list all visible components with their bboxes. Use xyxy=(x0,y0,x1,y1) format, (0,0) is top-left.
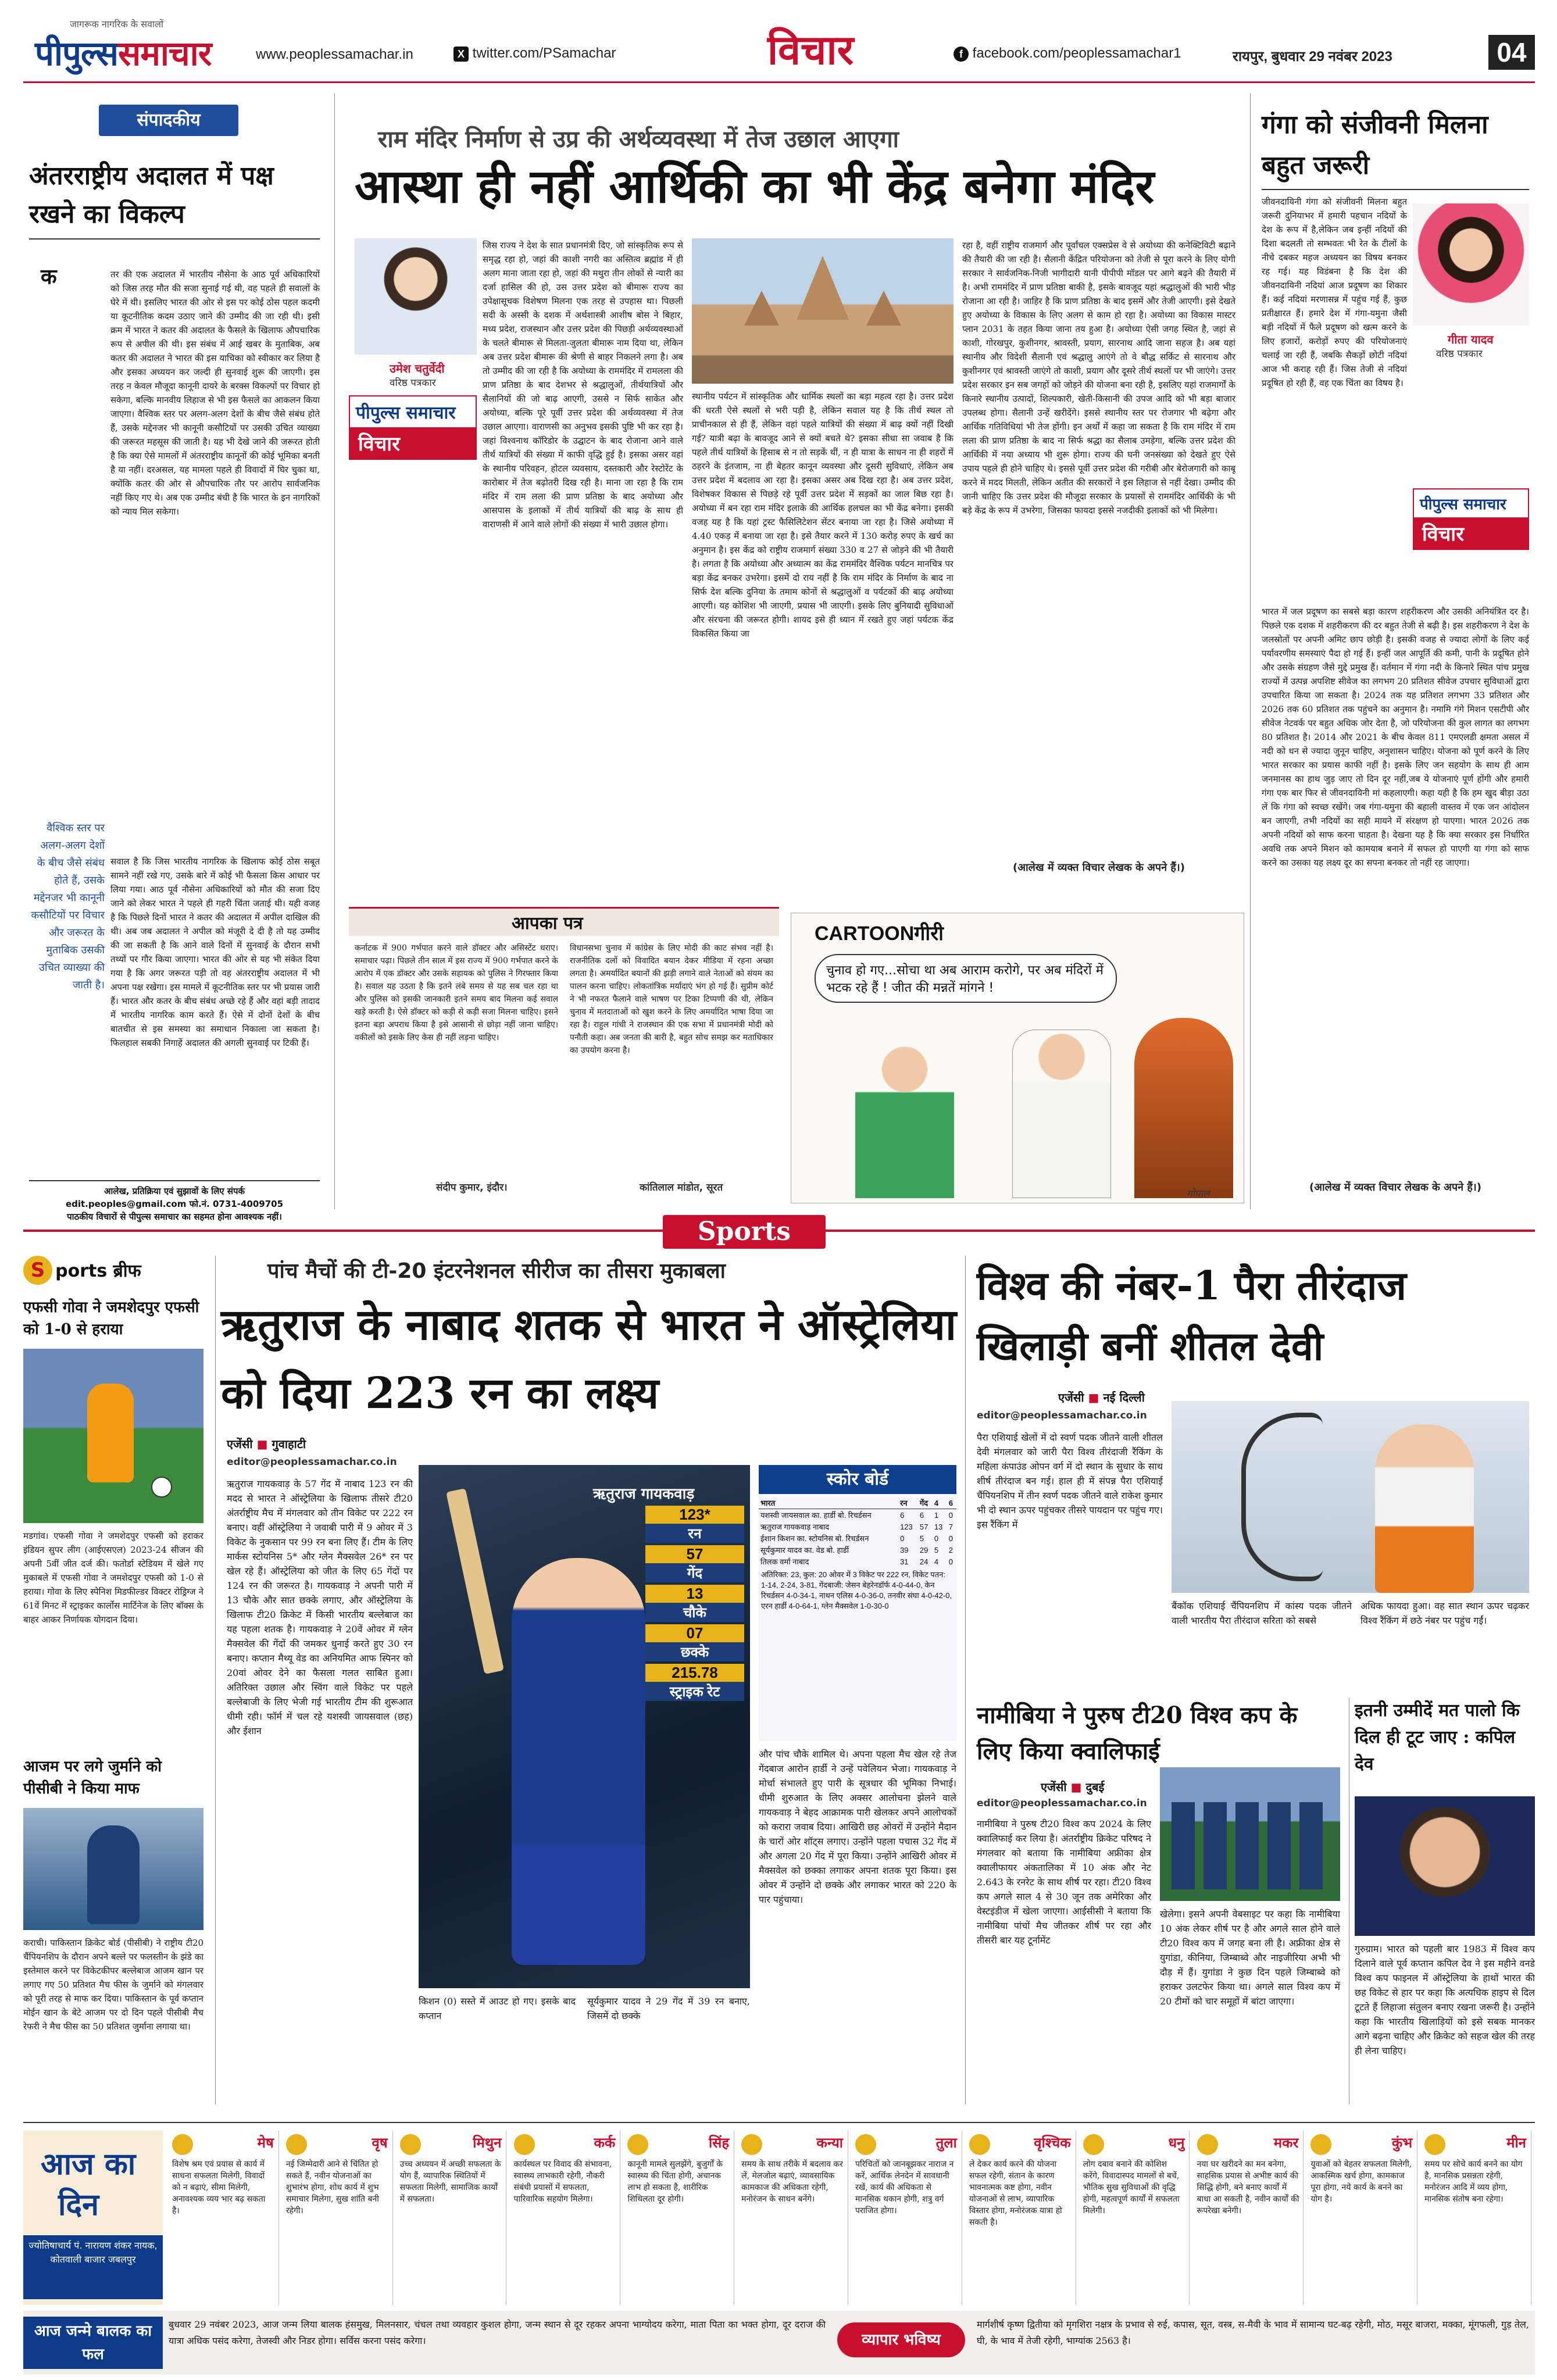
score-cell: 0 xyxy=(948,1510,954,1520)
rashi-name: मेष xyxy=(257,2134,274,2151)
facebook-handle: facebook.com/peoplessamachar1 xyxy=(972,45,1181,61)
brief-tag xyxy=(23,1256,198,1291)
brief1-title: एफसी गोवा ने जमशेदपुर एफसी को 1-0 से हराया xyxy=(23,1296,203,1341)
rashi-text: ले देकर कार्य करने की योजना सफल रहेगी, संतान के कारण भावनात्मक कष्ट होगा, नवीन योजनाओं से लाभ, व्यापारिक विस्तार होगा, मनोरंजक यात्रा हो सकती है। xyxy=(969,2160,1062,2227)
editorial-footer xyxy=(29,1180,320,1223)
football-player xyxy=(87,1384,134,1482)
rashi-name: वृश्चिक xyxy=(1034,2134,1071,2151)
bat xyxy=(446,1488,504,1674)
column-divider xyxy=(1250,93,1251,1209)
bullet-icon: ■ xyxy=(1070,1780,1082,1794)
stat-label: रन xyxy=(688,1526,702,1542)
brief2-title: आजम पर लगे जुर्माने को पीसीबी ने किया माफ xyxy=(23,1758,162,1797)
score-cell: 6 xyxy=(919,1510,924,1520)
twitter-handle: twitter.com/PSamachar xyxy=(472,45,616,61)
score-extra: अतिरिक्त: 23, कुल: 20 ओवर में 3 विकेट पर 222 रन, विकेट पतन: 1-14, 2-24, 3-81, गेंदबाजी: जेसन बेहरेनडॉर्फ 4-0-44-0, केन रिचर्डसन 4-0-34-1, नाथन एलिस 4-0-36-0, तनवीर संघा 4-0-42-0, एरन हार्डी 4-0-64-1, ग्लेन मैक्सवेल 1-0-30-0 xyxy=(761,1570,952,1610)
lead-title: ऋतुराज के नाबाद शतक से भारत ने ऑस्ट्रेलिया को दिया 223 रन का लक्ष्य xyxy=(221,1300,957,1418)
rashi-text: युवाओं को बेहतर सफलता मिलेगी, आकस्मिक खर्च होगा, कामकाज पूरा होगा, नये कार्य के बनने का योग है। xyxy=(1310,2160,1412,2204)
stat-value: 123* xyxy=(645,1506,744,1524)
score-cell: 2 xyxy=(948,1545,954,1554)
stat-item xyxy=(645,1545,744,1582)
logo-tagline: जागरूक नागरिक के सवालों xyxy=(70,19,164,30)
namibia-agency xyxy=(1041,1779,1104,1795)
score-head-cell: भारत xyxy=(759,1497,898,1509)
score-cell: 29 xyxy=(919,1545,929,1554)
stat-label: छक्के xyxy=(680,1645,709,1660)
editorial-drop-cap: क xyxy=(41,265,57,289)
archer-place: नई दिल्ली xyxy=(1103,1391,1145,1405)
score-row xyxy=(759,1521,956,1532)
horoscope-label xyxy=(23,2131,163,2305)
rashi-name: सिंह xyxy=(708,2134,730,2151)
sports-banner: Sports xyxy=(663,1215,826,1249)
namibia-photo xyxy=(1160,1767,1340,1901)
horoscope-signs xyxy=(169,2131,1535,2305)
brief1-photo xyxy=(23,1349,203,1523)
score-cell: 123 xyxy=(900,1522,913,1531)
bow xyxy=(1241,1413,1323,1581)
cartoon-speech-bubble: चुनाव हो गए...सोचा था अब आराम करोगे, पर अब मंदिरों में भटक रहे हैं ! जीत की मन्नतें मांगने ! xyxy=(815,954,1117,1003)
kapil-text: गुरुग्राम। भारत को पहली बार 1983 में विश्व कप दिलाने वाले पूर्व कप्तान कपिल देव ने इस महीने वनडे विश्व कप फाइनल में ऑस्ट्रेलिया के हाथों भारत की छह विकेट से हार पर कहा कि अत्यधिक हाइप से दिल टूटते हैं लिहाजा संतुलन बनाए रखना जरूरी है। उन्होंने कहा कि भारतीय खिलाड़ियों को इसे सबक मानकर आगे बढ़ना चाहिए और क्रिकेट को सहज खेल की तरह ही लेना चाहिए। xyxy=(1355,1943,1535,2056)
stat-label: चौके xyxy=(683,1605,706,1621)
namibia-email[interactable]: editor@peoplessamachar.co.in xyxy=(977,1797,1147,1809)
stat-value: 215.78 xyxy=(645,1664,744,1682)
player-stats xyxy=(645,1506,744,1703)
editorial-body: तर की एक अदालत में भारतीय नौसेना के आठ पूर्व अधिकारियों को जिस तरह मौत की सजा सुनाई गई थी, वह पहले ही सवालों के घेरे में थी। इसलिए भारत की ओर से इस पर कोई ठोस पहल कदमी या कूटनीतिक कदम उठाए जाने की उम्मीद की जा रही थी। इसी क्रम में भारत ने कतर की अदालत के फैसले के खिलाफ औपचारिक रूप से अपील की थी। इस संबंध में आई खबर के मुताबिक, अब कतर की अदालत ने भारत की इस याचिका को स्वीकार कर लिया है और इसका अध्ययन कर जल्दी ही सुनवाई शुरू की जाएगी। इस तरह न केवल मौजूदा कानूनी दायरे के बरक्स विकल्पों पर विचार हो सकेगा, बल्कि मानवीय लिहाज से भी इस फैसले का आकलन किया जाएगा। वैश्विक स्तर पर अलग-अलग देशों के बीच जैसे संबंध होते हैं, उसके मद्देनजर भी कानूनी कसौटियों पर उसकी उचित व्याख्या की जरूरत महसूस की जाती है। यह भी देखे जाने की जरूरत होती है कि क्या ऐसे मामलों में अंतरराष्ट्रीय कानूनों की कोई भूमिका बनती है या नहीं। दरअसल, यह मामला पहले ही विवादों में घिर चुका था, क्योंकि कतर की ओर से औपचारिक तौर पर आरोप सार्वजनिक नहीं किए गए थे। अब एक उम्मीद बंधी है कि भारत के इन नागरिकों को न्याय मिल सकेगा। xyxy=(110,269,320,517)
score-head-row xyxy=(759,1497,956,1509)
player-name: ऋतुराज गायकवाड़ xyxy=(593,1485,695,1503)
score-cell: 0 xyxy=(948,1534,954,1543)
stat-value: 57 xyxy=(645,1545,744,1563)
zodiac-icon xyxy=(741,2134,762,2155)
cricketer-figure xyxy=(87,1825,140,1924)
score-table xyxy=(759,1497,956,1567)
namibia-place: दुबई xyxy=(1085,1780,1105,1794)
team-figures xyxy=(1172,1802,1329,1889)
astrologer-name: ज्योतिषाचार्य पं. नारायण शंकर नायक, कोतवाली बाजार जबलपुर xyxy=(23,2235,163,2299)
kapil-photo xyxy=(1355,1796,1535,1936)
rashi-name: मकर xyxy=(1273,2134,1299,2151)
letter-1: कर्नाटक में 900 गर्भपात करने वाले डॉक्टर और असिस्टेंट धराए। समाचार पढ़ा। पिछले तीन साल में इस राज्य में 900 गर्भपात करने के आरोप में एक डॉक्टर और उसके सहायक को पुलिस ने गिरफ्तार किया है। सवाल यह उठता है कि इतने लंबे समय से यह सब चल रहा था और पुलिस को इसकी जानकारी इतने समय बाद मिलना कई सवाल खड़े करती है। ऐसे डॉक्टर को कड़ी से कड़ी सजा मिलना चाहिए। इसने इतना बड़ा अपराध किया है इसे आसानी से छोड़ा नहीं जाना चाहिए। वकीलों को इसके लिए केस ही नहीं लड़ना चाहिए। xyxy=(355,944,558,1042)
brand-box-bottom: विचार xyxy=(350,427,476,459)
lead-text: ऋतुराज गायकवाड़ के 57 गेंद में नाबाद 123 रन की मदद से भारत ने ऑस्ट्रेलिया के खिलाफ तीसरे टी20 अंतर्राष्ट्रीय मैच में मंगलवार को तीन विकेट पर 222 रन बनाए। वहीं ऑस्ट्रेलिया ने जवाबी पारी में 9 ओवर में 3 विकेट के नुकसान पर 99 रन बना लिए हैं। टीम के लिए मार्कस स्टोयनिस 5* और ग्लेन मैक्सवेल 26* रन पर खेल रहे हैं। ऑस्ट्रेलिया को जीत के लिए 65 गेंदों पर 124 रन की जरूरत है। गायकवाड़ ने अपनी पारी में 13 चौके और सात छक्के लगाए, और ऑस्ट्रेलिया के खिलाफ टी20 क्रिकेट में किसी भारतीय बल्लेबाज का यह पहला शतक है। गायकवाड़ ने 20वें ओवर में ग्लेन मैक्सवेल की गेंदों की जमकर धुनाई करते हुए 30 रन बनाए। कप्तान मैथ्यू वेड का अनियमित आफ स्पिनर को 20वां ओवर देने का फैसला गलत साबित हुआ। अतिरिक्त उछाल और स्विंग वाले विकेट पर पहले बल्लेबाजी के लिए भेजी गई भारतीय टीम की शुरूआत धीमी रही। फॉर्म में चल रहे यशस्वी जायसवाल (छह) और ईशान xyxy=(227,1478,413,1736)
editorial-body-2: सवाल है कि जिस भारतीय नागरिक के खिलाफ कोई ठोस सबूत सामने नहीं रखे गए, उसके बारे में कोई भी फैसला किस आधार पर लिया गया। आठ पूर्व नौसेना अधिकारियों को मौत की सजा दिए जाने को लेकर भारत ने पहले ही गहरी चिंता जताई थी। यही वजह है कि पिछले दिनों भारत ने कतर की अदालत में अपील दाखिल की थी। अब जब अदालत ने अपील को मंजूरी दे दी है तो यह उम्मीद की जा सकती है कि आने वाले दिनों में सुनवाई के दौरान सभी तथ्यों पर गौर किया जाएगा। भारत की ओर से यह भी संकेत दिया गया है कि अगर जरूरत पड़ी तो वह अंतरराष्ट्रीय अदालत में भी अपना पक्ष रखेगा। इस मामले में कूटनीतिक स्तर पर भी प्रयास जारी हैं। भारत और कतर के बीच संबंध अच्छे रहे हैं और वहां बड़ी तादाद में भारतीय नागरिक काम करते हैं। ऐसे में दोनों देशों के बीच बातचीत से इस समस्या का समाधान निकाला जा सकता है। फिलहाल सबकी निगाहें अदालत की अगली सुनवाई पर टिकी हैं। xyxy=(110,856,320,1048)
lead-text-3: सूर्यकुमार यादव ने 29 गेंद में 39 रन बनाए, जिसमें दो छक्के xyxy=(587,1996,750,2021)
stat-value: 07 xyxy=(645,1624,744,1642)
brand-box-top: पीपुल्स समाचार xyxy=(356,403,456,423)
archer-story xyxy=(971,1256,1535,1686)
rashi-name: कुंभ xyxy=(1391,2134,1413,2151)
editorial-tag: संपादकीय xyxy=(99,105,238,136)
score-cell: यशस्वी जायसवाल का. हार्डी बो. रिचर्डसन xyxy=(760,1511,872,1520)
score-cell: 5 xyxy=(919,1534,924,1543)
temple-photo xyxy=(692,238,954,384)
archer-caption: बैंकॉक एशियाई चैंपियनशिप में कांस्य पदक जीतने वाली भारतीय पैरा तीरंदाज सरिता को सबसे xyxy=(1172,1600,1352,1626)
ganga-author-photo xyxy=(1413,203,1529,326)
archer-photo xyxy=(1172,1401,1529,1593)
rashi-text: नया घर खरीदने का मन बनेगा, साहसिक प्रयास से अभीष्ट कार्य की सिद्धि होगी, बने बनाए कार्यों में बाधा आ सकती है, नवीन कार्यों की रूपरेखा बनेगी। xyxy=(1197,2160,1299,2215)
author-photo xyxy=(355,238,477,355)
zodiac-icon xyxy=(969,2134,990,2155)
score-cell: 0 xyxy=(900,1534,905,1543)
editorial-pullquote: वैश्विक स्तर पर अलग-अलग देशों के बीच जैसे संबंध होते हैं, उसके मद्देनजर भी कानूनी कसौटियों पर विचार और जरूरत के मुताबिक उसकी उचित व्याख्या की जाती है। xyxy=(31,822,105,991)
brief1-text: मडगांव। एफसी गोवा ने जमशेदपुर एफसी को हराकर इंडियन सुपर लीग (आईएसएल) 2023-24 सीजन की अपनी 5वीं जीत दर्ज की। फतोर्डा स्टेडियम में खेले गए मुकाबले में एफसी गोवा ने जमशेदपुर एफसी को 1-0 से हराया। गोवा के लिए स्पेनिश मिडफील्डर विक्टर रोड्रिग्ज ने 61वें मिनट में स्ट्राइकर कार्लोस मार्टिनेज के लिए बॉक्स के बाहर आकर निर्णायक योगदान दिया। xyxy=(23,1531,203,1625)
sports-brief xyxy=(23,1256,209,2116)
bullet-icon: ■ xyxy=(1088,1391,1099,1405)
player-photo xyxy=(419,1465,750,1988)
cartoon-woman-figure xyxy=(855,1041,954,1198)
column-divider xyxy=(334,93,335,1209)
bottom-strip xyxy=(23,2311,1535,2375)
ganga-author-name: गीता यादव xyxy=(1448,333,1494,346)
score-cell: 4 xyxy=(934,1557,939,1566)
zodiac-icon xyxy=(514,2134,535,2155)
score-row xyxy=(759,1544,956,1556)
namibia-text: नामीबिया ने पुरुष टी20 विश्व कप 2024 के लिए क्वालिफाई कर लिया है। अंतर्राष्ट्रीय क्रिकेट परिषद ने मंगलवार को बताया कि नामीबिया अफ्रीका क्षेत्र क्वालीफायर अंकतालिका में 10 अंक और नेट 2.643 के रनरेट के साथ शीर्ष पर रहा। टी20 विश्व कप अगले साल 4 से 30 जून तक अमेरिका और वेस्टइंडीज में खेला जाएगा। आईसीसी ने बताया कि नामीबिया पांचों मैच जीतकर शीर्ष पर रहा और तीसरी बार यह टूर्नामेंट xyxy=(977,1818,1151,1946)
rashi-name: कन्या xyxy=(816,2134,843,2151)
score-row xyxy=(759,1532,956,1544)
born-text: बुधवार 29 नवंबर 2023, आज जन्म लिया बालक हंसमुख, मिलनसार, चंचल तथा व्यवहार कुशल होगा, जन्म स्थान से दूर रहकर अपना भाग्योदय करेगा, माता पिता का भक्त होगा, दूर दराज की यात्रा अधिक पसंद करेगा, तेजस्वी और निडर होगा। सर्विस करना पसंद करेगा। xyxy=(169,2319,826,2346)
ganga-disclaimer: (आलेख में व्यक्त विचार लेखक के अपने हैं।) xyxy=(1309,1181,1481,1193)
logo-main: पीपुल्स xyxy=(35,34,118,73)
football xyxy=(151,1477,172,1498)
zodiac-icon xyxy=(627,2134,648,2155)
score-row xyxy=(759,1509,956,1521)
rashi-text: कानूनी मामले सुलझेंगे, बुजुर्गों के स्वास्थ्य की चिंता होगी, अचानक लाभ हो सकता है, शारीरिक शिथिलता दूर होगी। xyxy=(627,2160,723,2204)
main-kicker: राम मंदिर निर्माण से उप्र की अर्थव्यवस्था में तेज उछाल आएगा xyxy=(378,126,899,153)
footer-line-1: आलेख, प्रतिक्रिया एवं सुझावों के लिए संपर्क xyxy=(103,1186,245,1196)
bullet-icon: ■ xyxy=(256,1437,268,1451)
rashi-card xyxy=(1080,2131,1190,2305)
rashi-name: कर्क xyxy=(594,2134,616,2151)
stat-value: 13 xyxy=(645,1585,744,1603)
ganga-author-role: वरिष्ठ पत्रकार xyxy=(1436,348,1483,360)
masthead xyxy=(0,0,1557,76)
score-cell: ईशान किशन का. स्टोयनिस बो. रिचर्डसन xyxy=(760,1534,869,1543)
rashi-text: नई जिम्मेदारी आने से चिंतित हो सकते हैं, नवीन योजनाओं का शुभारंभ होगा, शोध कार्य में शुभ समाचार मिलेगा, सुख शांति बनी रहेगी। xyxy=(285,2160,379,2215)
archer-text-2: अधिक फायदा हुआ। वह सात स्थान ऊपर चढ़कर विश्व रैंकिंग में छठे नंबर पर पहुंच गईं। xyxy=(1360,1600,1529,1626)
letter-2: विधानसभा चुनाव में कांग्रेस के लिए मोदी की काट संभव नहीं है। राजनीतिक दलों को विवादित बयान देकर मीडिया में रहना अच्छा लगता है। अमर्यादित बयानों की झड़ी लगाने वाले नेताओं को संयम का पालन करना चाहिए। लोकतांत्रिक मर्यादाएं भंग हो गई हैं। सुप्रीम कोर्ट ने भी नफरत फैलाने वाले भाषण पर टिका टिप्पणी की थी, लेकिन चुनाव में मतदाताओं को खुश करने के लिए अमर्यादित भाषा दिया जा रहा है। राहुल गांधी ने राजस्थान की एक सभा में प्रधानमंत्री मोदी को पनौती कहा। अब जनता की बारी है, बहुत सोच समझ कर मताधिकार का उपयोग करना है। xyxy=(570,944,773,1055)
rashi-name: मीन xyxy=(1506,2134,1526,2151)
letter-1-signature: संदीप कुमार, इंदौर। xyxy=(436,1182,508,1193)
main-title: आस्था ही नहीं आर्थिकी का भी केंद्र बनेगा मंदिर xyxy=(355,159,1155,213)
score-head-cell: 4 xyxy=(933,1497,947,1509)
column-divider xyxy=(215,1256,216,2104)
zodiac-icon xyxy=(1197,2134,1218,2155)
rashi-card xyxy=(738,2131,848,2305)
facebook-icon: f xyxy=(954,47,969,62)
section-title: विचार xyxy=(767,26,854,74)
twitter-link[interactable] xyxy=(453,45,616,62)
zodiac-icon xyxy=(1424,2134,1445,2155)
lead-text-4: और पांच चौके शामिल थे। अपना पहला मैच खेल रहे तेज गेंदबाज आरोन हार्डी ने उन्हें पवेलियन भेजा। गायकवाड़ ने मोर्चा संभालते हुए पारी के सूत्रधार की भूमिका निभाई। धीमी शुरुआत के लिए अक्सर आलोचना झेलने वाले गायकवाड़ ने बेहद आक्रामक पारी खेलकर अपने आलोचकों को करारा जवाब दिया। आखिरी छह ओवरों में उन्होंने मैदान के चारों ओर शॉट्स लगाए। उन्होंने पहला पचास 32 गेंद में और अगला 20 गेंद में पूरा किया। उन्होंने आखिरी ओवर में मैक्सवेल को छक्का लगाकर अपना शतक पूरा किया। इस ओवर में उन्होंने दो छक्के और लगाकर भारत को 220 के पार पहुंचाया। xyxy=(759,1749,956,1905)
lead-story xyxy=(221,1256,959,2116)
logo-sub: समाचार xyxy=(117,34,212,73)
score-cell: 57 xyxy=(919,1522,929,1531)
namibia-story xyxy=(971,1698,1343,2116)
zodiac-icon xyxy=(172,2134,193,2155)
cartoon-shrine xyxy=(1134,1018,1233,1198)
archer-agency-name: एजेंसी xyxy=(1058,1391,1084,1405)
editorial-section xyxy=(23,93,326,1221)
score-cell: 24 xyxy=(919,1557,929,1566)
rashi-card xyxy=(1421,2131,1531,2305)
rashi-text: परिचितों को जानबूझकर नाराज न करें, आर्थिक लेनदेन में सावधानी रखें, कार्य की अधिकता से मानसिक थकान होगी, शत्रु वर्ग पराजित होगा। xyxy=(855,2160,954,2215)
horoscope-title-top: आज का xyxy=(41,2146,136,2182)
logo[interactable] xyxy=(35,29,211,75)
archer-agency xyxy=(1058,1389,1145,1405)
ganga-brand-box xyxy=(1413,488,1529,550)
lead-text-2: किशन (0) सस्ते में आउट हो गए। इसके बाद कप्तान xyxy=(419,1996,576,2021)
rashi-name: वृष xyxy=(372,2134,388,2151)
x-icon: X xyxy=(453,47,469,62)
lead-kicker: पांच मैचों की टी-20 इंटरनेशनल सीरीज का तीसरा मुकाबला xyxy=(267,1259,726,1283)
stat-item xyxy=(645,1664,744,1701)
score-cell: तिलक वर्मा नाबाद xyxy=(760,1557,809,1566)
rashi-name: तुला xyxy=(935,2134,957,2151)
rashi-card xyxy=(397,2131,507,2305)
horoscope-rule xyxy=(23,2122,1535,2123)
rashi-name: धनु xyxy=(1168,2134,1185,2151)
score-cell: 31 xyxy=(900,1557,909,1566)
biz-label: व्यापार भविष्य xyxy=(837,2322,965,2357)
letters-section xyxy=(349,907,779,1209)
rashi-card xyxy=(1194,2131,1304,2305)
brief2-photo xyxy=(23,1808,203,1930)
score-cell: 0 xyxy=(948,1557,954,1566)
temple-spire xyxy=(797,256,849,320)
rashi-name: मिथुन xyxy=(473,2134,502,2151)
kapil-title: इतनी उम्मीदें मत पालो कि दिल ही टूट जाए : कपिल देव xyxy=(1355,1700,1520,1774)
dateline: रायपुर, बुधवार 29 नवंबर 2023 xyxy=(1233,49,1392,65)
editorial-title: अंतरराष्ट्रीय अदालत में पक्ष रखने का विकल्प xyxy=(29,161,274,229)
score-cell: 6 xyxy=(900,1510,905,1520)
letters-title: आपका पत्र xyxy=(512,913,583,934)
namibia-title: नामीबिया ने पुरुष टी20 विश्व कप के लिए किया क्वालिफाई xyxy=(977,1702,1298,1765)
score-cell: ऋतुराज गायकवाड़ नाबाद xyxy=(760,1523,830,1531)
facebook-link[interactable] xyxy=(954,45,1181,62)
brand-box-top: पीपुल्स समाचार xyxy=(1420,496,1506,513)
rashi-card xyxy=(966,2131,1076,2305)
cartoon-title: CARTOONगीरी xyxy=(815,923,944,945)
footer-line-3: पाठकीय विचारों से पीपुल्स समाचार का सहमत होना आवश्यक नहीं। xyxy=(67,1212,282,1222)
brief-tag-s: S xyxy=(23,1256,52,1285)
player-figure xyxy=(512,1558,645,1965)
archer-title: विश्व की नंबर-1 पैरा तीरंदाज खिलाड़ी बनीं शीतल देवी xyxy=(977,1263,1406,1370)
stat-item xyxy=(645,1585,744,1622)
zodiac-icon xyxy=(1083,2134,1104,2155)
lead-agency-name: एजेंसी xyxy=(227,1437,253,1451)
masthead-rule xyxy=(23,81,1535,83)
brand-box xyxy=(349,395,477,460)
archer-email[interactable]: editor@peoplessamachar.co.in xyxy=(977,1410,1147,1421)
ganga-article xyxy=(1256,93,1535,1209)
ganga-title: गंगा को संजीवनी मिलना बहुत जरूरी xyxy=(1262,110,1488,180)
score-cell: 5 xyxy=(934,1545,939,1554)
ganga-col-b: भारत में जल प्रदूषण का सबसे बड़ा कारण शहरीकरण और उसकी अनियंत्रित दर है। पिछले एक दशक में शहरीकरण की दर बहुत तेजी से बढ़ी है। इस शहरीकरण ने देश के जलस्रोतों पर अपनी अमिट छाप छोड़ी है। इसकी वजह से ज्यादा लोगों के लिए कई पर्यावरणीय समस्याएं पैदा हो गई हैं। इन्हीं जल आपूर्ति की कमी, पानी के प्रदूषित होने और उसके संग्रहण जैसे मुद्दे प्रमुख हैं। वर्तमान में गंगा नदी के किनारे स्थित पांच प्रमुख राज्यों में उत्पन्न अपशिष्ट सीवेज का लगभग 20 प्रतिशत सीवेज उपचार सुविधाओं द्वारा उपचारित किया जा सकता है। 2024 तक यह प्रतिशत लगभग 33 प्रतिशत और 2026 तक 60 प्रतिशत तक पहुंचने का अनुमान है। नमामि गंगे मिशन एसटीपी और सीवेज नेटवर्क पर बहुत अधिक जोर देता है, जो परियोजना की कुल लागत का लगभग 80 प्रतिशत है। 2014 और 2021 के बीच केवल 811 एमएलडी क्षमता असल में नदी को धन से ज्यादा जुनून चाहिए, अनुशासन चाहिए। योजना को पूर्ण करने के लिए भारत सरकार का प्रयास काफी नहीं है। इसके लिए जन सहयोग के साथ ही आम जनमानस का हाथ जुड़ जाए तो दिन दूर नहीं,जब ये योजनाएं पूर्ण होंगी और हमारी गंगा एक बार फिर से जीवनदायिनी मां कहलाएगी। कहा यही है कि हम खुद बीड़ा उठा लें कि गंगा को स्वच्छ रखेंगे। जब गंगा-यमुना की बहाली वास्तव में एक जन आंदोलन बन जाएगी, तभी नदियों का सही मायने में संरक्षण हो पाएगा। भारत 2026 तक अपनी नदियों को साफ करना चाहता है। देखना यह है कि क्या सरकार इस निर्धारित अवधि तक अपने मिशन को कामयाब बनाने में सफल हो पाएगी या गंगा को साफ करने का उसका यह लक्ष्य दूर का सपना बनकर तो नहीं रह जाएगा। xyxy=(1262,606,1529,868)
scoreboard-title: स्कोर बोर्ड xyxy=(759,1465,956,1494)
score-cell: 0 xyxy=(934,1534,939,1543)
stat-item xyxy=(645,1624,744,1661)
footer-line-2[interactable]: edit.peoples@gmail.com फो.नं. 0731-4009705 xyxy=(65,1199,284,1209)
rashi-card xyxy=(510,2131,621,2305)
born-label: आज जन्मे बालक का फल xyxy=(23,2317,163,2369)
main-col-2: स्थानीय पर्यटन में सांस्कृतिक और धार्मिक स्थलों का बड़ा महत्व रहा है। उत्तर प्रदेश की धरती ऐसे स्थलों से भरी पड़ी है, लेकिन सवाल यह है कि तीर्थ स्थल तो प्राचीनकाल से ही हैं, लेकिन वहां पहले यात्रियों की संख्या में बाढ़ क्यों नहीं दिखी गई? यात्री बढ़ा के बावजूद आने से क्यों बचते थे? इसका सीधा सा जवाब है कि पहले तीर्थ यात्रियों के हिसाब से न तो सड़कें थीं, न ही यात्रा के साधन ना ही शहरों में ठहरने के इंतजाम, ना ही बेहतर कानून व्यवस्था और दूसरी सुविधाएं, लेकिन अब उत्तर प्रदेश में बदलाव आ रहा है। इसका असर अब दिख रहा है। अब उत्तर प्रदेश, विशेषकर विकास से पिछड़े रहे पूर्वी उत्तर प्रदेश में सड़कों का जाल बिछ रहा है। अयोध्या में बन रहा राम मंदिर इलाके की आर्थिक हलचल का भी केंद्र बनेगा। इसकी वजह यह है कि यहां ट्रस्ट फैसिलिटेशन सेंटर बनाया जा रहा है। जिसे अयोध्या में 4.40 एकड़ में बनाया जा रहा है। इसे तैयार करने में 130 करोड़ रुपए के खर्च का अनुमान है। इस केंद्र को राष्ट्रीय राजमार्ग संख्या 330 व 27 से जोड़ने की भी तैयारी है। लगता है कि अयोध्या और अध्यात्म का केंद्र राममंदिर वैश्विक पर्यटन मानचित्र पर बड़ा केंद्र बनकर उभरेगा। इसमें दो राय नहीं है कि राम मंदिर के निर्माण के बाद ना सिर्फ देश बल्कि दुनिया के तमाम कोनों से श्रद्धालुओं व पर्यटकों की बाढ़ अयोध्या आएगी। यह कोशिश भी जाएगी, प्रयास भी जाएगी। इसके लिए बुनियादी सुविधाओं और संरचना की जरूरत होगी। शायद इसे ही ध्यान में रखते हुए जहां पर्यटक केंद्र विकसित किया जा xyxy=(692,391,954,639)
page-number: 04 xyxy=(1488,35,1535,70)
lead-email[interactable]: editor@peoplessamachar.co.in xyxy=(227,1456,397,1468)
score-cell: 7 xyxy=(948,1522,954,1531)
score-head-cell: 6 xyxy=(947,1497,956,1509)
zodiac-icon xyxy=(286,2134,307,2155)
author-name: उमेश चतुर्वेदी xyxy=(390,362,445,376)
rashi-text: लोग दबाव बनाने की कोशिश करेंगे, विवादास्पद मामलों से बचें, भौतिक सुख सुविधाओं की वृद्धि होगी, महत्वपूर्ण कार्यों में सफलता मिलेगी। xyxy=(1083,2160,1180,2215)
rashi-card xyxy=(283,2131,393,2305)
score-cell: 13 xyxy=(934,1522,943,1531)
editorial-title-rule xyxy=(29,238,320,240)
namibia-text-2: खेलेगा। इसने अपनी वेबसाइट पर कहा कि नामीबिया 10 अंक लेकर शीर्ष पर है और अगले साल होने वाले टी20 विश्व कप में जगह बना ली है। अफ्रीका क्षेत्र से युगांडा, कीनिया, जिम्बाब्वे और नाइजीरिया अभी भी दौड़ में हैं। युगांडा ने कुछ दिन पहले जिम्बाब्वे को हराकर उलटफेर किया था। अगले साल विश्व कप में 20 टीमों को चार समूहों में बांटा जाएगा। xyxy=(1160,1909,1340,2007)
main-disclaimer: (आलेख में व्यक्त विचार लेखक के अपने हैं।) xyxy=(1013,862,1185,874)
horoscope-title-bottom: दिन xyxy=(58,2187,99,2222)
rashi-text: उच्च अध्ययन में अच्छी सफलता के योग हैं, व्यापारिक स्थितियों में सफलता मिलेगी, सामाजिक कार्यों में सफलता। xyxy=(399,2160,501,2204)
stat-item xyxy=(645,1506,744,1543)
main-col-3: रहा है, वहीं राष्ट्रीय राजमार्ग और पूर्वांचल एक्सप्रेस वे से अयोध्या की कनेक्टिविटी बढ़ाने की तैयारी की जा रही है। सैलानी केंद्रित परियोजना को तेजी से पूरा करने के लिए योगी सरकार ने सार्वजनिक-निजी भागीदारी यानी पीपीपी मॉडल पर आगे बढ़ने की तैयारी में है। अभी राममंदिर में प्राण प्रतिष्ठा बाकी है, इसके बावजूद यहां श्रद्धालुओं की भारी भीड़ रोजाना आ रही है। जाहिर है कि प्राण प्रतिष्ठा के बाद इसमें और तेजी आएगी। इसे देखते हुए अयोध्या के विकास के लिए अलग से काम हो रहा है। अयोध्या का विकास मास्टर प्लान 2031 के तहत किया जाना तय हुआ है। अयोध्या ऐसी जगह स्थित है, जहां से काशी, गोरखपुर, कुशीनगर, श्रावस्ती, प्रयाग, सारनाथ आदि जाना सहज है। अब यहां स्थानीय और विदेशी सैलानी एवं श्रद्धालु आएंगे तो वे बौद्ध सर्किट से सारनाथ और कुशीनगर एवं श्रावस्ती जाएंगे तो काशी, प्रयाग और दूसरे तीर्थ स्थलों पर भी जाएंगे। उत्तर प्रदेश सरकार इन सब जगहों को जोड़ने की योजना बना रही है, इसलिए यहां राजमार्गों के किनारे स्थानीय उत्पादों, शिल्पकारी, खेती-किसानी की उपज आदि को भी बड़ा बाजार उपलब्ध होगा। सैलानी उन्हें खरीदेंगे। इससे स्थानीय स्तर पर रोजगार भी बढ़ेगा और आर्थिक गतिविधियां भी तेज होंगी। इन अर्थों में कहा जा सकता है कि राम मंदिर में राम लला की प्राण प्रतिष्ठा के बाद ना सिर्फ श्रद्धा का सैलाब उमड़ेगा, बल्कि उत्तर प्रदेश की आर्थिकी में नया अध्याय भी शुरू होगा। राज्य की घनी जनसंख्या को देखते हुए ऐसे उपाय पहले ही होने चाहिए थे। इससे पूर्वी उत्तर प्रदेश की गरीबी और बेरोजगारी को काबू करने में मदद मिलती, लेकिन अतीत की सरकारों ने इस लिहाज से नहीं देखा। उम्मीद की जानी चाहिए कि उत्तर प्रदेश की मौजूदा सरकार के प्रयासों से राममंदिर आर्थिकी के भी बड़े केंद्र के रूप में उभरेगा, जिसका फायदा इससे नजदीकी इलाकों को भी मिलेगा। xyxy=(962,240,1235,516)
score-head-cell: रन xyxy=(898,1497,918,1509)
cartoon-panel xyxy=(791,913,1244,1203)
brief2-text: कराची। पाकिस्तान क्रिकेट बोर्ड (पीसीबी) ने राष्ट्रीय टी20 चैंपियनशिप के दौरान अपने बल्ले पर फलस्तीन के झंडे का इस्तेमाल करने पर विकेटकीपर बल्लेबाज आजम खान पर लगाए गए 50 प्रतिशत मैच फीस के जुर्माने को मंगलवार को पूरी तरह से माफ कर दिया। पाकिस्तान के पूर्व कप्तान मोईन खान के बेटे आजम पर दो दिन पहले पीसीबी मैच रेफरी ने मैच फीस का 50 प्रतिशत जुर्माना लगाया था। xyxy=(23,1938,203,2032)
rashi-card xyxy=(169,2131,279,2305)
ganga-col-a: जीवनदायिनी गंगा को संजीवनी मिलना बहुत जरूरी दुनियाभर में हमारी पहचान नदियों के देश के रूप में है,लेकिन जब इन्हीं नदियों की दिशा बदलती तो सम्भवतः भी रेत के टीलों के नीचे दबकर महज अध्ययन का विषय बनकर रह गई। यह विडंबना है कि देश की जीवनदायिनी नदियां आज प्रदूषण का शिकार हैं। कई नदियां मरणासन्न में पहुंच गई हैं, कुछ प्रतीक्षारत हैं। हमारे देश में गंगा-यमुना जैसी बड़ी नदियों में फैले प्रदूषण को खत्म करने के लिए हजारों, करोड़ों रुपए की परियोजनाएं चलाई जा रही हैं, जबकि सैकड़ों छोटी नदियां आज भी कराह रही हैं। जिस तेजी से नदियां प्रदूषित हो रही हैं, वह एक चिंता का विषय है। xyxy=(1262,196,1407,388)
brief-tag-text: ports ब्रीफ xyxy=(55,1261,141,1281)
main-article xyxy=(343,93,1244,895)
rashi-text: कार्यस्थल पर विवाद की संभावना, स्वास्थ्य लाभकारी रहेगी, नौकरी संबंधी प्रयासों में सफलता, पारिवारिक सहयोग मिलेगा। xyxy=(513,2160,612,2204)
stat-label: गेंद xyxy=(687,1566,703,1581)
scoreboard xyxy=(759,1497,956,1741)
zodiac-icon xyxy=(855,2134,876,2155)
zodiac-icon xyxy=(400,2134,421,2155)
column-divider xyxy=(965,1256,966,2104)
kapil-story xyxy=(1355,1698,1535,2116)
rashi-text: विशेष श्रम एवं प्रयास से कार्य में साधना सफलता मिलेगी, विवादों को न बढ़ाएं, सीमा मिलेगी, अनावश्यक व्यय भार बढ़ सकता है। xyxy=(172,2160,266,2215)
cartoon-man-figure xyxy=(1012,1030,1111,1198)
score-cell: 1 xyxy=(934,1510,939,1520)
score-row xyxy=(759,1556,956,1567)
rashi-card xyxy=(852,2131,962,2305)
author-role: वरिष्ठ पत्रकार xyxy=(390,377,436,389)
archer-text: पैरा एशियाई खेलों में दो स्वर्ण पदक जीतने वाली शीतल देवी मंगलवार को जारी पैरा विश्व तीरंदाजी रैंकिंग के महिला कंपाउंड ओपन वर्ग में दो स्थान के सुधार के साथ शीर्ष तीरंदाज बन गई। हाल ही में संपन्न पैरा एशियाई चैंपियनशिप में तीन स्वर्ण पदक जीतने वाले राकेश कुमार भी दो स्थान ऊपर पहुंचकर तीसरे पायदान पर पहुंच गए। इस रैंकिंग में xyxy=(977,1432,1163,1530)
cartoon-signature: गोपाल xyxy=(1187,1188,1210,1200)
biz-text: मार्गशीर्ष कृष्ण द्वितीया को मृगशिरा नक्षत्र के प्रभाव से रुई, कपास, सूत, वस्त्र, स-मैवी के भाव में सामान्य घट-बढ़ रहेगी, मोठ, मसूर बाजरा, मक्का, मूंगफली, गुड़ तेल, घी, के भाव में तेजी रहेगी, भाग्यांक 2563 है। xyxy=(977,2319,1529,2346)
letter-2-signature: कांतिलाल मांडोत, सूरत xyxy=(640,1182,723,1193)
stats-list xyxy=(645,1506,744,1701)
lead-agency xyxy=(227,1436,306,1452)
website-link[interactable]: www.peoplessamachar.in xyxy=(256,47,413,62)
score-cell: सूर्यकुमार यादव का. वेड बो. हार्डी xyxy=(760,1546,849,1554)
brand-box-bottom: विचार xyxy=(1414,517,1528,549)
stat-label: स्ट्राइक रेट xyxy=(669,1684,720,1700)
archer-figure xyxy=(1375,1424,1474,1593)
temple-spire-small xyxy=(744,291,779,326)
temple-spire-small xyxy=(866,291,901,326)
rashi-text: समय पर सोचे कार्य बनने का योग है, मानसिक प्रसन्नता रहेगी, मनोरंजन आदि में व्यय होगा, मानसिक संतोष बना रहेगा। xyxy=(1424,2160,1523,2204)
rashi-card xyxy=(1307,2131,1417,2305)
score-head-cell: गेंद xyxy=(918,1497,933,1509)
lead-place: गुवाहाटी xyxy=(272,1437,306,1451)
namibia-agency-name: एजेंसी xyxy=(1041,1780,1067,1794)
main-col-1: जिस राज्य ने देश के सात प्रधानमंत्री दिए, जो सांस्कृतिक रूप से समृद्ध रहा हो, जहां की काशी नगरी का अस्तित्व ब्रह्मांड में ही अलग माना जाता रहा हो, जहां की मथुरा तीन लोकों से न्यारी का दर्जा हासिल की हो, उस उत्तर प्रदेश को बीमारू राज्य का उपेक्षासूचक विशेषण मिलना एक तरह से उपहास था। पिछली सदी के अस्सी के दशक में अर्थशास्त्री आशीष बोस ने बिहार, मध्य प्रदेश, राजस्थान और उत्तर प्रदेश की पिछड़ी अर्थव्यवस्थाओं के चलते बीमारू से मिलता-जुलता बीमारू नाम दिया था, लेकिन अब उत्तर प्रदेश बीमारू की श्रेणी से बाहर निकलने लगा है। अब तो उम्मीद की जा रही है कि अयोध्या के राममंदिर में रामलला की प्राण प्रतिष्ठा के बाद देशभर से श्रद्धालुओं, तीर्थयात्रियों और सैलानियों की जो बाढ़ आएगी, उससे न सिर्फ साकेत और अयोध्या, बल्कि पूरे पूर्वी उत्तर प्रदेश की अर्थव्यवस्था में तेज उछाल आएगा। वाराणसी का अनुभव इसकी पुष्टि भी कर रहा है। जहां विश्वनाथ कॉरिडोर के उद्घाटन के बाद रोजाना आने वाले तीर्थ यात्रियों की संख्या में काफी वृद्धि हुई है। इसका असर वहां के स्थानीय परिवहन, होटल व्यवसाय, दस्तकारी और रेस्टोरेंट के कारोबार में तेज बढ़ोतरी दिख रही है। माना जा रहा है कि राम मंदिर में राम लला की प्राण प्रतिष्ठा के बाद अयोध्या और आसपास के इलाकों में तीर्थ यात्रियों की बाढ़ के साथ ही वाराणसी में आने वाले लोगों की संख्या में भारी उछाल होगा। xyxy=(483,240,683,530)
ganga-title-rule xyxy=(1262,189,1529,190)
score-cell: 39 xyxy=(900,1545,909,1554)
rashi-card xyxy=(624,2131,734,2305)
zodiac-icon xyxy=(1310,2134,1331,2155)
rashi-text: समय के साथ तरीके में बदलाव कर लें, मेलजोल बढ़ाएं, व्यावसायिक कामकाज की अधिकता रहेगी, मनोरंजन के साधन बनेंगे। xyxy=(741,2160,843,2204)
score-body xyxy=(759,1509,956,1568)
